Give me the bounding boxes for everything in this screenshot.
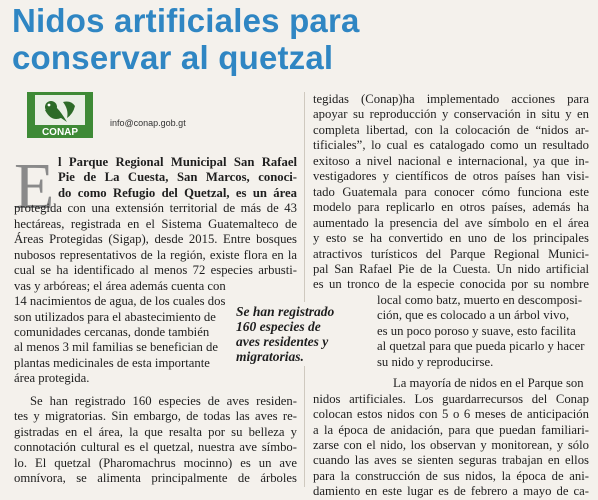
right-line: a la época de anidación, para que puedan familiari- — [313, 422, 589, 437]
left-line: Se han registrado 160 especies de aves residen- — [30, 393, 297, 408]
left-line: protegida con una extensión territorial de más de 43 — [14, 201, 297, 216]
pull-quote-line: aves residentes y — [236, 334, 329, 349]
right-line: aumentado la presencia del ave símbolo en el área — [313, 215, 589, 230]
left-line: l Parque Regional Municipal San Rafael — [58, 155, 297, 169]
left-line: connotación cultural es el quetzal, nuestra ave símbo- — [14, 440, 297, 455]
left-line: tes y migratorias. Sin embargo, de todas las aves re- — [14, 409, 297, 424]
byline-email: info@conap.gob.gt — [110, 118, 186, 128]
logo-label: CONAP — [41, 127, 79, 138]
right-line: apoyar su reproducción y conservación in situ y en — [313, 107, 589, 122]
right-line: para la construcción de sus nidos, la época de ani- — [313, 468, 589, 483]
left-line: do como Refugio del Quetzal, es un área — [58, 185, 297, 200]
left-line: Pie de La Cuesta, San Marcos, conoci- — [58, 170, 297, 185]
left-line: vas y arbóreas; el área además cuenta con — [14, 278, 226, 293]
left-line: Áreas Protegidas (Sigap), desde 2015. Entre bosques — [14, 232, 297, 247]
right-line: es un tronco de la especie conocida por su nombre — [313, 277, 589, 292]
pull-quote-line: 160 especies de — [236, 319, 321, 334]
left-line: comunidades cercanas, donde también — [14, 324, 210, 339]
right-line: ción, que es colocado a un árbol vivo, — [377, 308, 570, 323]
right-line: La mayoría de nidos en el Parque son — [393, 376, 584, 391]
right-line: tificiales”, lo cual es catalogado como un resultado — [313, 138, 589, 153]
right-column — [313, 92, 589, 500]
right-line: cuando las aves se sienten seguras trabajan en ellos — [313, 453, 589, 468]
right-line: completa libertad, con la colocación de “nidos ar- — [313, 122, 589, 137]
right-line: local como batz, muerto en descomposi- — [377, 292, 583, 307]
article-headline — [12, 2, 592, 76]
left-line: nubosos representativos de la región, existe flora en la — [14, 247, 297, 262]
right-line: vestigadores y científicos de otros países han visi- — [313, 169, 589, 184]
left-line: gistradas en el área, la que resalta por su belleza y — [14, 424, 297, 439]
headline-line-1: Nidos artificiales para — [12, 2, 360, 39]
left-line: 14 nacimientos de agua, de los cuales dos — [14, 294, 226, 309]
right-line: tegidas (Conap)ha implementado acciones para — [313, 92, 589, 106]
left-line: son utilizados para el abastecimiento de — [14, 309, 216, 324]
left-line: al menos 3 mil familias se benefician de — [14, 340, 218, 355]
left-line: cual se ha identificado al menos 72 especies arbusti- — [14, 263, 297, 278]
left-line: lo. El quetzal (Pharomachrus mocinno) es un ave — [14, 455, 297, 470]
right-line: su nido y reproducirse. — [377, 354, 494, 369]
left-line: hectáreas, registrada en el Sistema Guatemalteco de — [14, 216, 297, 231]
right-line: exitoso a nivel nacional e internacional, ya que in- — [313, 153, 589, 168]
quetzal-logo-icon — [27, 92, 93, 138]
right-line: zarse con el nido, los observan y monitorean, y sólo — [313, 437, 589, 452]
right-line: tado Guatemala para conocer cómo funciona este — [313, 184, 589, 199]
left-line: plantas medicinales de esta importante — [14, 355, 210, 370]
right-line: pal San Rafael Pie de la Cuesta. Un nido artificial — [313, 261, 589, 276]
right-line: colocan estos nidos con 5 o 6 meses de anticipación — [313, 407, 589, 422]
left-line: omnívora, se alimenta principalmente de árboles — [14, 471, 297, 486]
right-line: nidos artificiales. Los guardarrecursos del Conap — [313, 391, 589, 406]
headline-line-2: conservar al quetzal — [12, 39, 334, 76]
right-line: y esto se ha convertido en uno de los principales — [313, 231, 589, 246]
right-line: al quetzal para que pueda picarlo y hacer — [377, 339, 585, 354]
right-line: es un poco poroso y suave, esto facilita — [377, 323, 576, 338]
right-line: damiento en este lugar es de febrero a mayo de ca- — [313, 484, 589, 499]
pull-quote-line: Se han registrado — [236, 304, 335, 319]
pull-quote-line: migratorias. — [236, 349, 304, 364]
left-line: área protegida. — [14, 371, 90, 386]
drop-cap: E — [14, 150, 55, 223]
column-divider — [304, 92, 305, 487]
conap-logo — [27, 92, 93, 138]
right-line: atractivos turísticos del Parque Regional Munici- — [313, 246, 589, 261]
right-line: modelo para replicarlo en otros países, además ha — [313, 200, 589, 215]
